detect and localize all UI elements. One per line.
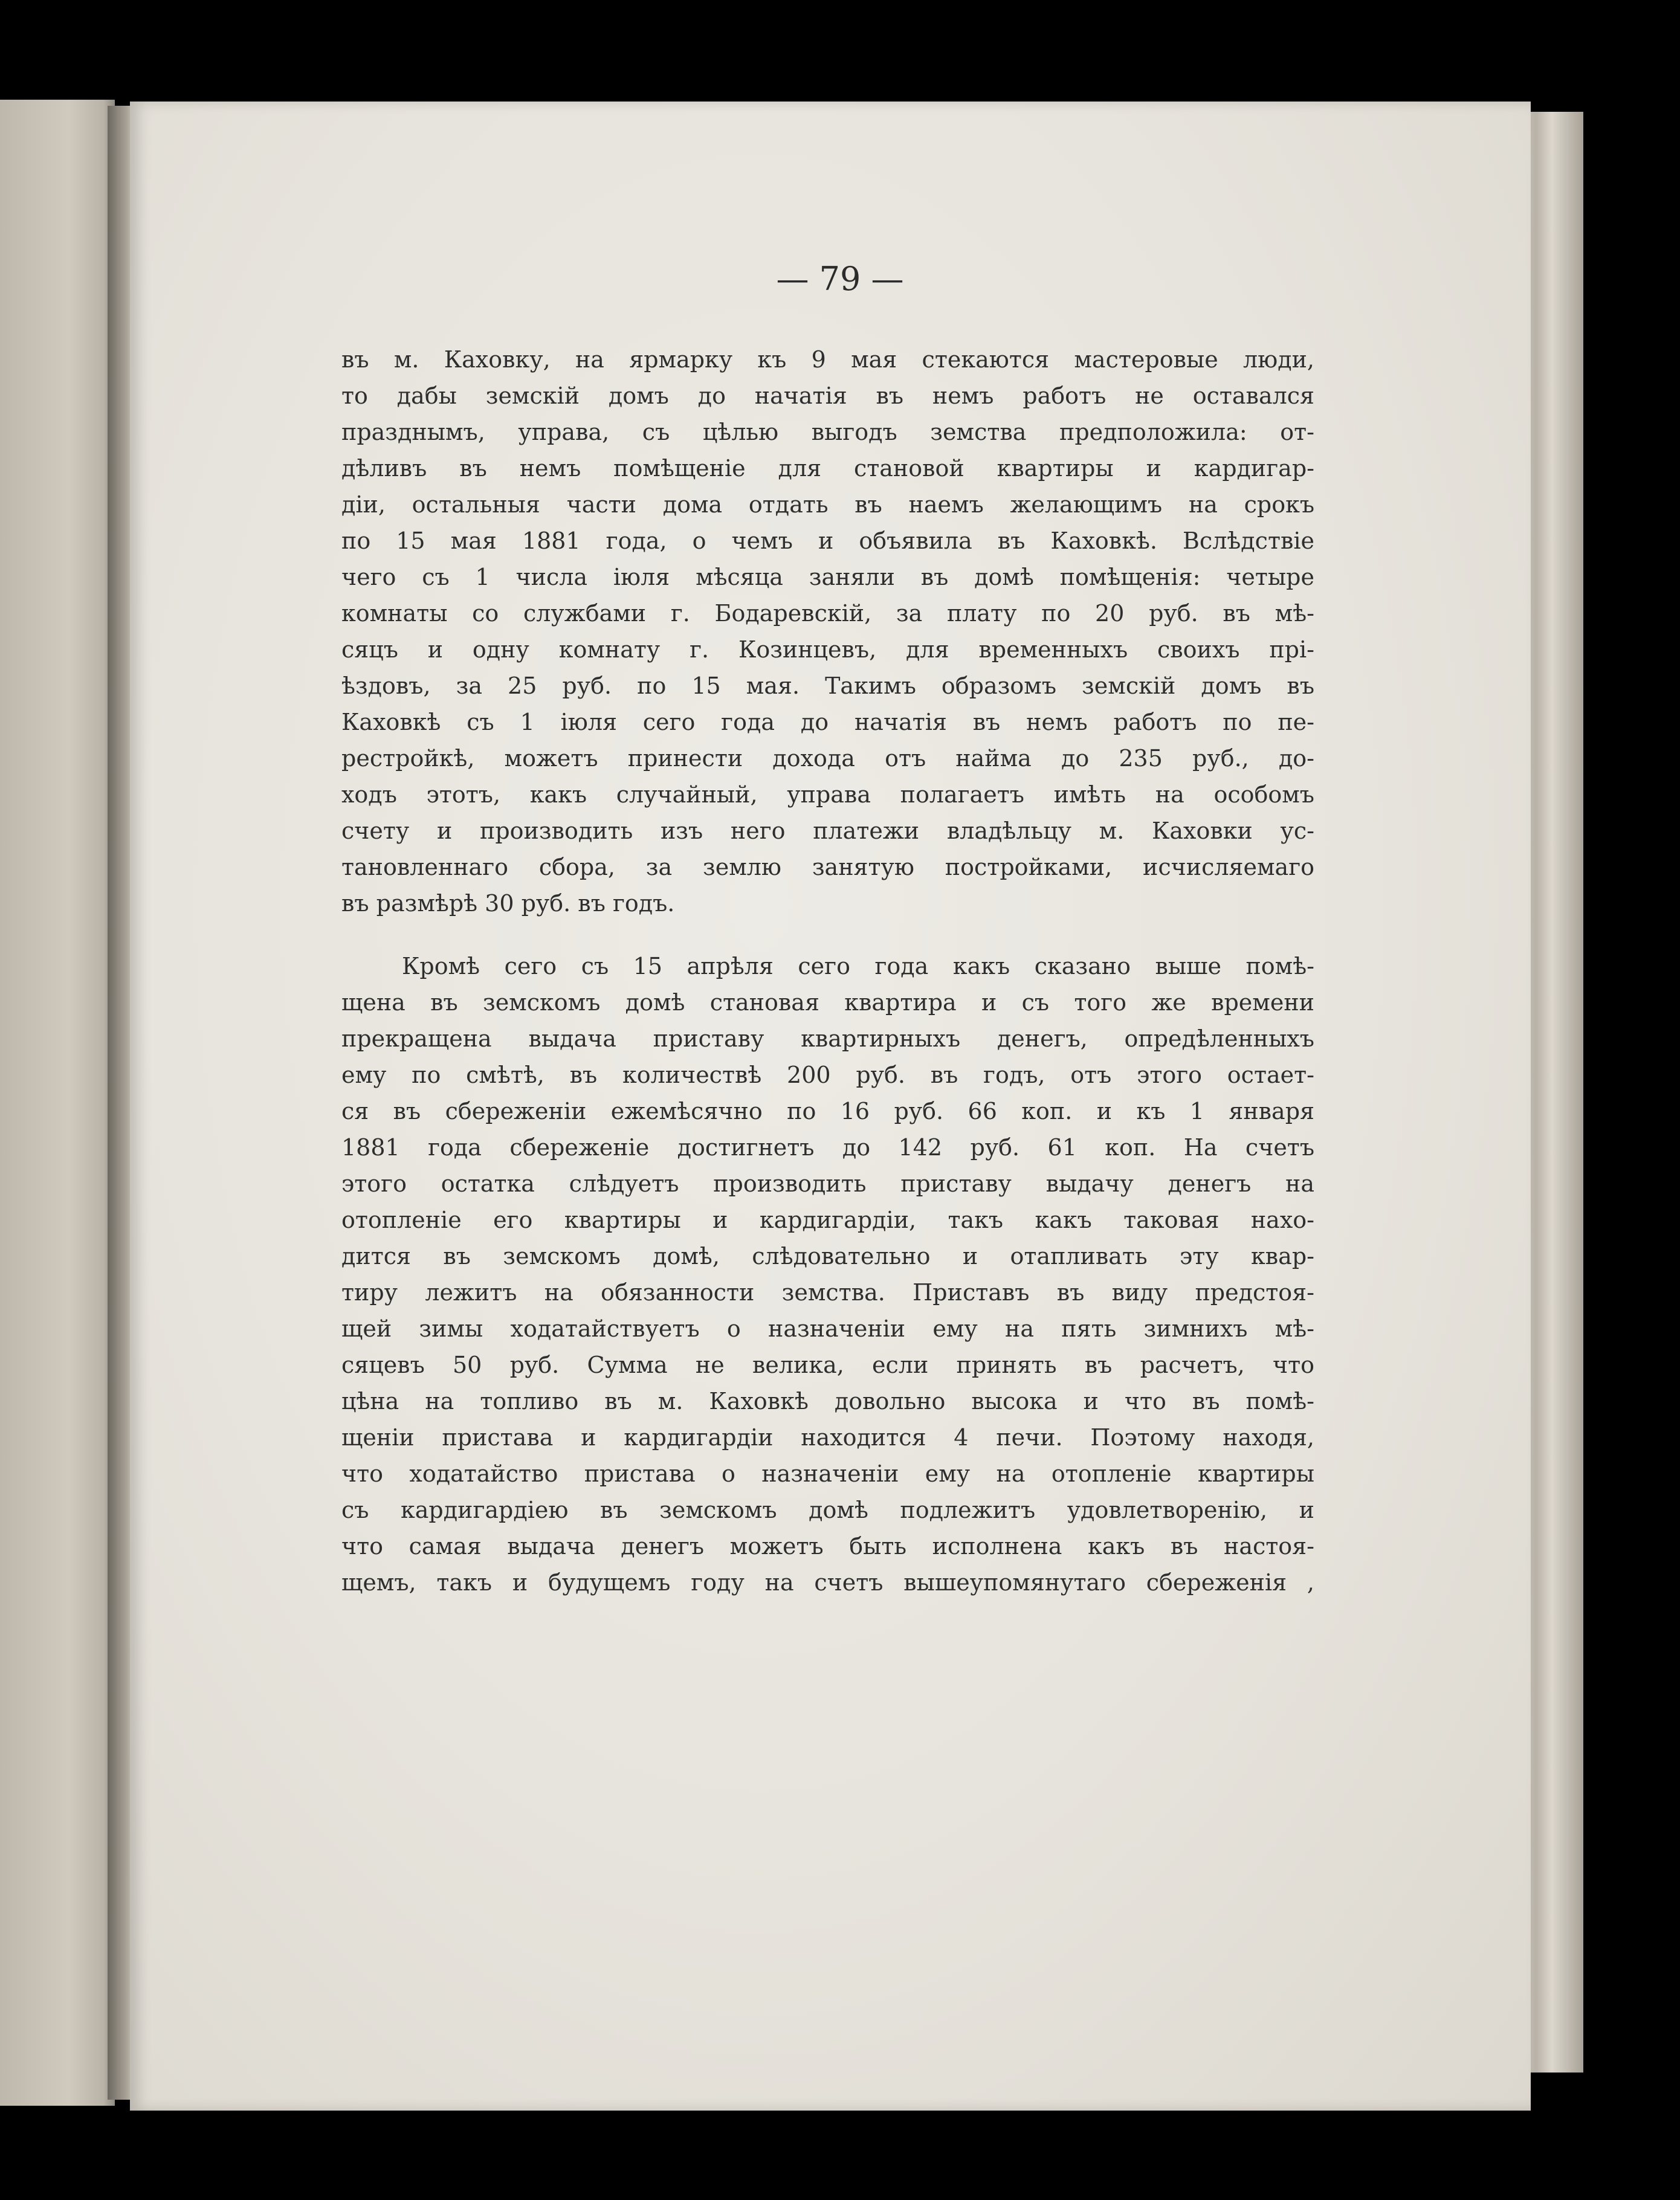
text-line: чего съ 1 числа іюля мѣсяца заняли въ домѣ помѣщенія: четыре — [341, 564, 1314, 590]
text-line: въ размѣрѣ 30 руб. въ годъ. — [341, 890, 675, 917]
text-line: ему по смѣтѣ, въ количествѣ 200 руб. въ годъ, отъ этого остает- — [341, 1062, 1314, 1088]
text-line: 1881 года сбереженіе достигнетъ до 142 руб. 61 коп. На счетъ — [341, 1134, 1314, 1161]
text-line: то дабы земскій домъ до начатія въ немъ работъ не оставался — [341, 382, 1314, 409]
text-line: сяцевъ 50 руб. Сумма не велика, если принять въ расчетъ, что — [341, 1352, 1314, 1378]
text-line: празднымъ, управа, съ цѣлью выгодъ земства предположила: от- — [341, 419, 1314, 445]
paragraph-1 — [341, 341, 1314, 921]
page-number: — 79 — — [776, 260, 904, 298]
text-line: что самая выдача денегъ можетъ быть исполнена какъ въ настоя- — [341, 1533, 1314, 1560]
text-line: тановленнаго сбора, за землю занятую постройками, исчисляемаго — [341, 854, 1314, 880]
text-line: ѣздовъ, за 25 руб. по 15 мая. Такимъ образомъ земскій домъ въ — [341, 673, 1314, 699]
text-line: щей зимы ходатайствуетъ о назначеніи ему на пять зимнихъ мѣ- — [341, 1315, 1314, 1342]
text-line: ся въ сбереженіи ежемѣсячно по 16 руб. 66 коп. и къ 1 января — [341, 1098, 1314, 1124]
text-line: ходъ этотъ, какъ случайный, управа полагаетъ имѣть на особомъ — [341, 781, 1314, 808]
text-line: отопленіе его квартиры и кардигардіи, такъ какъ таковая нахо- — [341, 1207, 1314, 1233]
left-page-edge — [0, 100, 115, 2106]
text-line: рестройкѣ, можетъ принести дохода отъ найма до 235 руб., до- — [341, 745, 1314, 772]
text-line: Кромѣ сего съ 15 апрѣля сего года какъ сказано выше помѣ- — [402, 953, 1314, 979]
text-line: щеніи пристава и кардигардіи находится 4 печи. Поэтому находя, — [341, 1424, 1314, 1451]
text-line: что ходатайство пристава о назначеніи ему на отопленіе квартиры — [341, 1460, 1314, 1487]
text-line: дѣливъ въ немъ помѣщеніе для становой квартиры и кардигар- — [341, 455, 1314, 482]
body-text — [341, 341, 1314, 1601]
text-line: щемъ, такъ и будущемъ году на счетъ вышеупомянутаго сбереженія , — [341, 1569, 1314, 1596]
text-line: по 15 мая 1881 года, о чемъ и объявила въ Каховкѣ. Вслѣдствіе — [341, 527, 1314, 554]
text-line: діи, остальныя части дома отдать въ наемъ желающимъ на срокъ — [341, 491, 1314, 518]
text-line: щена въ земскомъ домѣ становая квартира и съ того же времени — [341, 989, 1314, 1016]
text-line: счету и производить изъ него платежи владѣльцу м. Каховки ус- — [341, 818, 1314, 844]
paragraph-2 — [341, 948, 1314, 1601]
text-line: этого остатка слѣдуетъ производить приставу выдачу денегъ на — [341, 1170, 1314, 1197]
text-line: тиру лежитъ на обязанности земства. Приставъ въ виду предстоя- — [341, 1279, 1314, 1306]
text-line: комнаты со службами г. Бодаревскій, за плату по 20 руб. въ мѣ- — [341, 600, 1314, 627]
text-line: сяцъ и одну комнату г. Козинцевъ, для временныхъ своихъ прі- — [341, 636, 1314, 663]
text-line: прекращена выдача приставу квартирныхъ денегъ, опредѣленныхъ — [341, 1025, 1314, 1052]
text-line: въ м. Каховку, на ярмарку къ 9 мая стекаются мастеровые люди, — [341, 346, 1314, 373]
text-line: Каховкѣ съ 1 іюля сего года до начатія въ немъ работъ по пе- — [341, 709, 1314, 735]
text-line: цѣна на топливо въ м. Каховкѣ довольно высока и что въ помѣ- — [341, 1388, 1314, 1415]
text-line: дится въ земскомъ домѣ, слѣдовательно и отапливать эту квар- — [341, 1243, 1314, 1269]
text-line: съ кардигардіею въ земскомъ домѣ подлежитъ удовлетворенію, и — [341, 1497, 1314, 1523]
